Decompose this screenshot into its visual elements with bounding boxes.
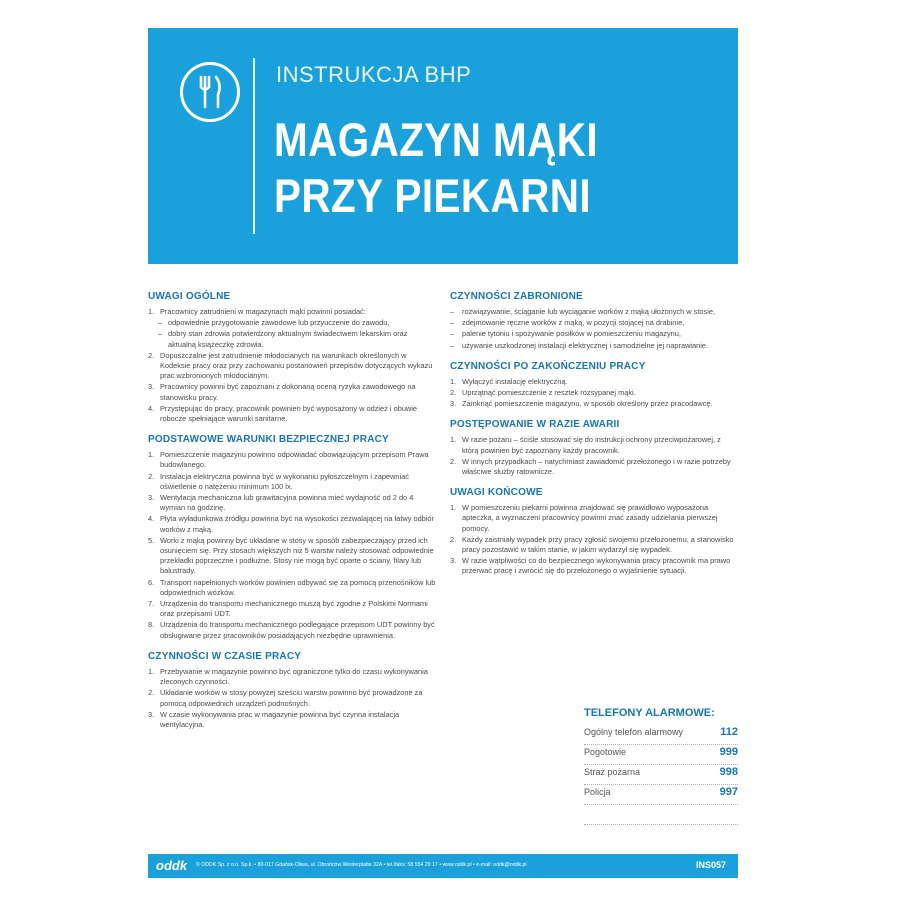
phone-blank-line [584, 806, 738, 825]
list-item-marker: 3. [450, 556, 457, 566]
list-item [450, 329, 738, 339]
list-item-text: Pracownicy powinni być zapoznani z dokonaną oceną ryzyka zawodowego na stanowisku pracy. [160, 382, 416, 402]
list-item-marker: 2. [450, 456, 457, 466]
list-item-marker: – [450, 318, 455, 328]
list-item [148, 450, 436, 470]
list-item-marker: – [450, 340, 455, 350]
emergency-phones [584, 706, 738, 825]
list-item-text: Uprzątnąć pomieszczenie z resztek rozsypanej mąki. [462, 388, 636, 398]
list-item [148, 536, 436, 577]
list-item-text: odpowiednie przygotowanie zawodowe lub przyuczenie do zawodu, [168, 318, 390, 328]
list-item-text: Przebywanie w magazynie powinno być ograniczone tylko do czasu wykonywania zleconych czynności. [160, 666, 428, 687]
list-item-text: używanie uszkodzonej instalacji elektrycznej i samodzielne jej naprawianie. [462, 340, 709, 350]
list-item [450, 535, 738, 555]
section-list [450, 377, 738, 410]
phone-row [584, 726, 738, 745]
list-item-marker: 3. [148, 382, 155, 392]
phone-row [584, 746, 738, 765]
list-item-marker: – [158, 329, 163, 339]
right-column [450, 290, 738, 586]
page-title [274, 112, 598, 224]
phone-number: 998 [719, 766, 738, 778]
list-item-text: zdejmowanie ręczne worków z mąką, w pozycji stojącej na drabinie, [462, 318, 685, 328]
list-item-text: Pracownicy zatrudnieni w magazynach mąki powinni posiadać: [160, 307, 366, 316]
footer-logo: oddk [156, 858, 188, 873]
instruction-sheet [148, 28, 738, 880]
phone-name: Straż pożarna [584, 767, 641, 777]
phone-name: Ogólny telefon alarmowy [584, 727, 684, 737]
list-item [450, 307, 738, 317]
list-item [450, 318, 738, 328]
list-item-text: Dopuszczalne jest zatrudnienie młodocianych na warunkach określonych w Kodeksie pracy oraz przy zachowaniu postanowień przepisów dotyczących wykazu prac wzbronionych młodocianym. [160, 350, 433, 381]
list-item-text: Worki z mąką powinny być układane w stosy w sposób zabezpieczający przed ich osunięciem się. Przy stosach większych niż 5 warstw należy stosować odpowiednie przekładki poprzeczne i podłużne. Stosy nie mogą być oparte o ściany, filary lub balustrady. [160, 535, 434, 576]
list-item-text: Przystępując do pracy, pracownik powinien być wyposażony w odzież i obuwie robocze spełniające warunki sanitarne. [160, 403, 418, 424]
list-item [450, 503, 738, 534]
list-item-marker: 3. [148, 493, 155, 503]
section-list [148, 450, 436, 641]
list-item-text: Pomieszczenie magazynu powinno odpowiadać obowiązującym przepisom Prawa budowlanego. [160, 450, 429, 470]
list-item-marker: 1. [450, 435, 457, 445]
phone-number: 112 [720, 726, 738, 738]
left-column [148, 290, 436, 739]
section [148, 650, 436, 730]
list-item [148, 667, 436, 687]
list-item [148, 493, 436, 513]
list-item [450, 435, 738, 455]
list-item [148, 318, 436, 328]
list-item [450, 556, 738, 576]
list-item-marker: – [450, 329, 455, 339]
list-item [450, 377, 738, 387]
list-item-marker: – [450, 307, 455, 316]
list-item [148, 710, 436, 730]
section [450, 290, 738, 351]
list-item-text: rozwiązywanie, ściąganie lub wyciąganie worków z mąką ułożonych w stosie, [462, 307, 716, 316]
list-item-marker: 1. [450, 503, 457, 513]
list-item [148, 382, 436, 402]
list-item-marker: – [158, 318, 163, 328]
section-title: CZYNNOŚCI ZABRONIONE [450, 291, 583, 302]
list-item-text: palenie tytoniu i spożywanie posiłków w pomieszczeniu magazynu, [462, 329, 681, 339]
list-item [148, 620, 436, 640]
list-item-marker: 2. [450, 388, 457, 398]
phones-title: TELEFONY ALARMOWE: [584, 707, 715, 719]
section-title: UWAGI KOŃCOWE [450, 487, 543, 499]
list-item-marker: 2. [148, 688, 155, 698]
section-list [450, 435, 738, 477]
section-title: CZYNNOŚCI PO ZAKOŃCZENIU PRACY [450, 360, 646, 372]
list-item [148, 688, 436, 708]
section-title: UWAGI OGÓLNE [148, 291, 231, 302]
list-item-marker: 1. [148, 307, 155, 316]
header-subtitle: INSTRUKCJA BHP [276, 62, 472, 87]
document-code: INS057 [695, 860, 726, 870]
header-banner [148, 28, 738, 264]
section-title: CZYNNOŚCI W CZASIE PRACY [148, 650, 302, 662]
list-item-marker: 2. [450, 534, 457, 544]
section-list [148, 667, 436, 730]
list-item-text: W innych przypadkach – natychmiast zawiadomić przełożonego i w razie potrzeby właściwe służby ratownicze. [462, 456, 731, 477]
section [148, 433, 436, 641]
list-item-marker: 1. [148, 450, 155, 460]
section-list [450, 503, 738, 576]
section [450, 418, 738, 477]
phone-name: Pogotowie [584, 747, 627, 757]
list-item-text: Instalacja elektryczna powinna być w wykonaniu pyłoszczelnym i zapewniać oświetlenie o natężeniu minimum 100 lx. [160, 471, 409, 491]
list-item [148, 578, 436, 598]
list-item-text: dobry stan zdrowia potwierdzony aktualnym świadectwem lekarskim oraz aktualną książeczkę zdrowia. [168, 329, 408, 349]
list-item [148, 472, 436, 492]
list-item-text: Transport napełnionych worków powinien odbywać się za pomocą przenośników lub odpowiednich wózków. [160, 577, 436, 597]
list-item-marker: 8. [148, 620, 155, 630]
footer-text: © ODDK Sp. z o.o. Sp.k. • 80-017 Gdańsk-Oliwa, ul. Obrońców Westerplatte 32A • tel./faks: 58 554 29 17 • www.oddk.pl • e-mail: oddk@oddk.pl [196, 862, 527, 868]
phone-name: Policja [584, 787, 611, 797]
section [450, 360, 738, 410]
fork-knife-icon [180, 62, 240, 122]
section [450, 486, 738, 576]
list-item [148, 307, 436, 317]
list-item-marker: 1. [148, 666, 155, 676]
list-item-text: W pomieszczeniu piekarni powinna znajdować się prawidłowo wyposażona apteczka, a wyznaczeni pracownicy powinni znać zasady udzielania pierwszej pomocy. [462, 503, 718, 533]
list-item [450, 399, 738, 409]
title-line-2: PRZY PIEKARNI [274, 169, 592, 222]
list-item-text: Każdy zaistniały wypadek przy pracy zgłosić swojemu przełożonemu, a stanowisko pracy pozostawić w takim stanie, w jakim wydarzył się wypadek. [462, 534, 734, 555]
list-item-marker: 3. [148, 709, 155, 719]
list-item-marker: 5. [148, 535, 155, 545]
list-item-marker: 1. [450, 376, 457, 386]
list-item-marker: 2. [148, 350, 155, 360]
list-item-marker: 2. [148, 471, 155, 481]
list-item-text: Zamknąć pomieszczenie magazynu, w sposób określony przez pracodawcę. [462, 399, 713, 409]
list-item-text: W czasie wykonywania prac w magazynie powinna być czynna instalacja wentylacyjna. [160, 709, 400, 729]
header-divider [253, 58, 255, 234]
list-item-text: Urządzenia do transportu mechanicznego muszą być zgodne z Polskimi Normami oraz przepisami UDT. [160, 599, 428, 619]
title-line-1: MAGAZYN MĄKI [274, 113, 599, 166]
list-item-marker: 3. [450, 399, 457, 409]
list-item [148, 404, 436, 424]
list-item-text: Wentylacja mechaniczna lub grawitacyjna powinna mieć wydajność od 2 do 4 wymian na godzinę. [160, 493, 414, 513]
phone-row [584, 786, 738, 805]
list-item-text: W razie pożaru – ściśle stosować się do instrukcji ochrony przeciwpożarowej, z którą powinien być zapoznany każdy pracownik. [462, 435, 721, 455]
list-item-marker: 6. [148, 577, 155, 587]
list-item [450, 388, 738, 398]
list-item-text: Urządzenia do transportu mechanicznego podlegające przepisom UDT powinny być obsługiwane przez pracowników posiadających niezbędne uprawnienia. [160, 620, 435, 640]
list-item [148, 351, 436, 382]
list-item-text: Płyta wyładunkowa źródłgu powinna być na wysokości zezwalającej na łatwy odbiór worków z mąką. [160, 514, 435, 534]
list-item [450, 341, 738, 351]
list-item-marker: 4. [148, 514, 155, 524]
section-title: PODSTAWOWE WARUNKI BEZPIECZNEJ PRACY [148, 434, 389, 446]
footer-bar [148, 854, 738, 878]
list-item-marker: 4. [148, 403, 155, 413]
list-item [450, 457, 738, 477]
phone-number: 997 [719, 786, 738, 798]
section-list [450, 307, 738, 351]
section [148, 290, 436, 424]
list-item [148, 599, 436, 619]
list-item [148, 514, 436, 534]
phone-number: 999 [719, 746, 738, 758]
list-item-text: Wyłączyć instalację elektryczną. [462, 376, 568, 386]
phone-row [584, 766, 738, 785]
list-item [148, 329, 436, 349]
section-title: POSTĘPOWANIE W RAZIE AWARII [450, 419, 620, 431]
list-item-marker: 7. [148, 599, 155, 609]
section-list [148, 307, 436, 424]
list-item-text: W razie wątpliwości co do bezpiecznego wykonywania pracy pracownik ma prawo przerwać pracę i zwrócić się do przełożonego o wyjaśnienie sytuacji. [462, 556, 731, 576]
list-item-text: Układanie worków w stosy powyżej sześciu warstw powinno być prowadzone za pomocą odpowiednich urządzeń podnośnych. [160, 688, 423, 708]
